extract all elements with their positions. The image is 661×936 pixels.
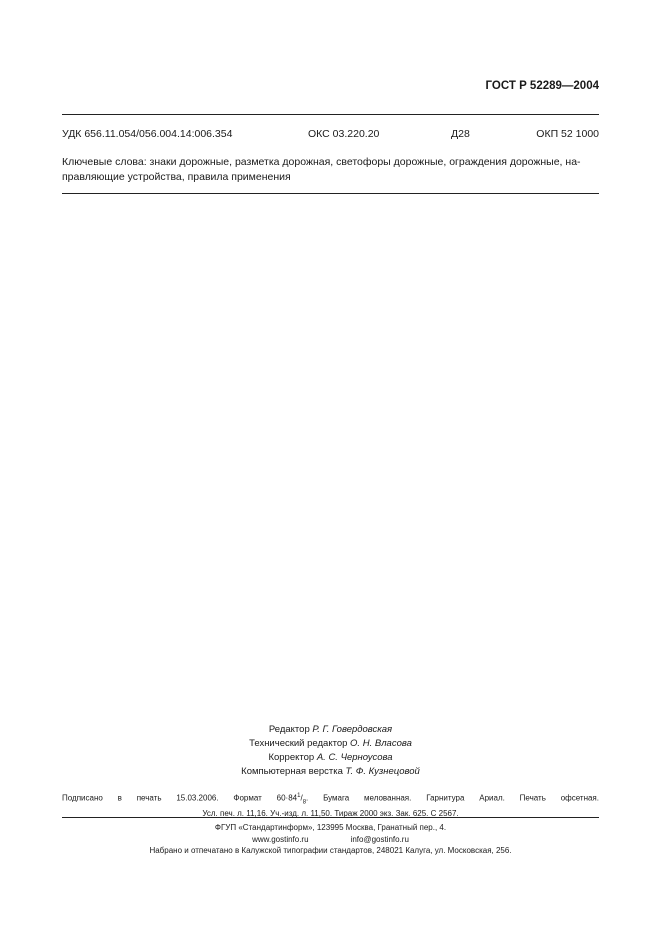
credit-tech-editor — [0, 737, 661, 751]
credit-name: Р. Г. Говердовская — [312, 724, 393, 735]
group-code: Д28 — [451, 128, 470, 140]
credit-role: Технический редактор — [249, 738, 348, 749]
credit-editor — [0, 723, 661, 737]
printer-info: Набрано и отпечатано в Калужской типографии стандартов, 248021 Калуга, ул. Московская, 256. — [149, 846, 512, 855]
publisher-contacts — [0, 834, 661, 846]
format-fraction-numerator: 1 — [297, 793, 301, 799]
okp-code: ОКП 52 1000 — [536, 128, 599, 140]
credit-name: Т. Ф. Кузнецовой — [345, 766, 420, 777]
top-divider — [62, 114, 599, 115]
print-info-text-a: Подписано в печать 15.03.2006. Формат 60·84 — [62, 793, 298, 803]
publisher-block — [0, 822, 661, 857]
standard-code: ГОСТ Р 52289—2004 — [485, 80, 599, 92]
print-info-line-2: Усл. печ. л. 11,16. Уч.-изд. л. 11,50. Тираж 2000 экз. Зак. 625. С 2567. — [202, 809, 459, 819]
credit-role: Корректор — [268, 752, 315, 763]
format-fraction-denominator: 8 — [302, 799, 307, 806]
credit-role: Компьютерная верстка — [241, 766, 343, 777]
classification-row — [62, 128, 599, 142]
print-info-line-1: Подписано в печать 15.03.2006. Формат $60\cdot 84^1/_8$. Бумага мелованная. Гарнитура Ариал. Печать офсетная. — [62, 793, 599, 806]
credit-name: О. Н. Власова — [350, 738, 412, 749]
credit-proofreader — [0, 751, 661, 765]
print-info-text-b: . Бумага мелованная. Гарнитура Ариал. Печать офсетная. — [306, 793, 599, 803]
credit-layout — [0, 765, 661, 779]
udk-code: УДК 656.11.054/056.004.14:006.354 — [62, 128, 233, 140]
credits-block — [0, 723, 661, 779]
keywords-line-1: Ключевые слова: знаки дорожные, разметка дорожная, светофоры дорожные, ограждения дорожные, на- — [62, 156, 581, 168]
publisher-website[interactable]: www.gostinfo.ru — [252, 834, 309, 844]
credit-role: Редактор — [268, 724, 310, 735]
keywords — [62, 155, 599, 185]
oks-code: ОКС 03.220.20 — [308, 128, 380, 140]
publisher-email[interactable]: info@gostinfo.ru — [350, 834, 409, 844]
publisher-divider — [62, 817, 599, 818]
credit-name: А. С. Черноусова — [316, 752, 393, 763]
publisher-name: ФГУП «Стандартинформ», 123995 Москва, Гранатный пер., 4. — [214, 823, 447, 832]
print-info — [62, 791, 599, 819]
keywords-line-2: правляющие устройства, правила применения — [62, 171, 291, 183]
keywords-divider — [62, 193, 599, 194]
